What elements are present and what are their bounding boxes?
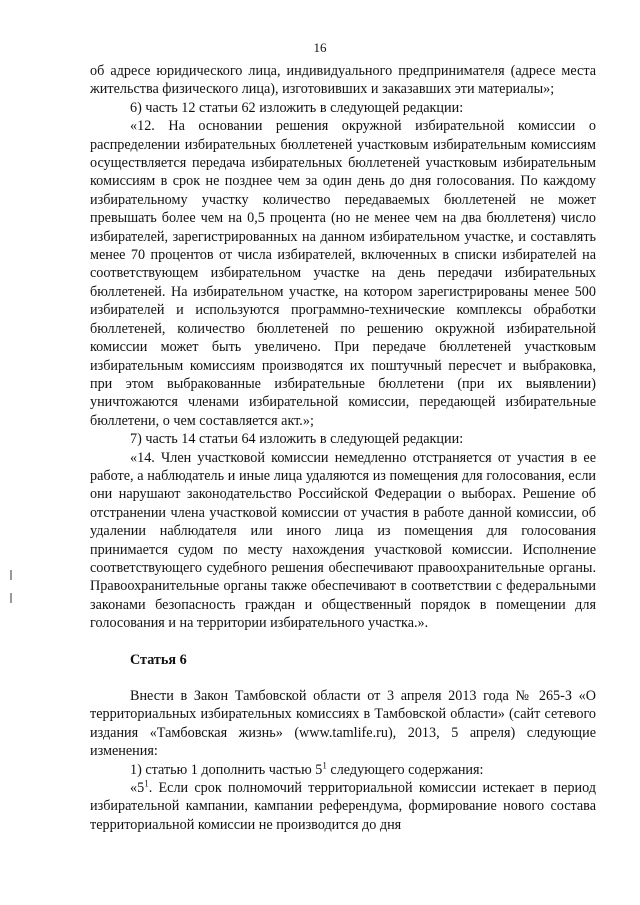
paragraph: об адресе юридического лица, индивидуального предпринимателя (адресе места жительства физического лица), изготовивших и заказавших эти материалы»; <box>90 63 596 98</box>
paragraph: 1) статью 1 дополнить частью $5^1$ следующего содержания: <box>130 759 484 778</box>
page-number: 16 <box>313 40 327 55</box>
margin-mark <box>10 570 12 580</box>
paragraph: 6) часть 12 статьи 62 изложить в следующей редакции: <box>130 99 464 116</box>
margin-mark <box>10 593 12 603</box>
paragraph: «12. На основании решения окружной избирательной комиссии о распределении избирательных бюллетеней участковым избирательным комиссиям осуществляется передача избирательных бюллетеней участковым избирательным комиссиям в срок не позднее чем за один день до дня голосования. По каждому избирательному участку количество передаваемых бюллетеней не может превышать более чем на 0,5 процента (но не менее чем на два бюллетеня) число избирателей, зарегистрированных на данном избирательном участке, и составлять менее 70 процентов от числа избирателей, включенных в списки избирателей на соответствующем избирательном участке на день передачи избирательных бюллетеней. На избирательном участке, на котором зарегистрированы менее 500 избирателей и используются программно-технические комплексы обработки бюллетеней, количество бюллетеней по решению окружной избирательной комиссии может быть увеличено. При передаче бюллетеней участковым избирательным комиссиям производятся их поштучный пересчет и выбраковка, при этом выбракованные избирательные бюллетени (при их выявлении) уничтожаются членами избирательной комиссии, передающей избирательные бюллетени, о чем составляется акт.»; <box>90 118 596 429</box>
document-body <box>90 62 596 834</box>
paragraph: Внести в Закон Тамбовской области от 3 апреля 2013 года № 265-З «О территориальных избирательных комиссиях в Тамбовской области» (сайт сетевого издания «Тамбовская жизнь» (www.tamlife.ru), 2013, 5 апреля) следующие изменения: <box>90 688 596 760</box>
paragraph: 7) часть 14 статьи 64 изложить в следующей редакции: <box>130 431 464 448</box>
paragraph: «$5^1$. Если срок полномочий территориальной комиссии истекает в период избирательной кампании, кампании референдума, формирование нового состава территориальной комиссии не производится до дня <box>90 778 596 833</box>
article-heading: Статья 6 <box>130 651 187 668</box>
paragraph: «14. Член участковой комиссии немедленно отстраняется от участия в ее работе, а наблюдатель и иные лица удаляются из помещения для голосования, если они нарушают законодательство Российской Федерации о выборах. Решение об отстранении члена участковой комиссии от участия в работе данной комиссии, об удалении наблюдателя или иного лица из помещения для голосования принимается судом по месту нахождения участковой комиссии. Исполнение соответствующего судебного решения обеспечивают правоохранительные органы. Правоохранительные органы также обеспечивают в соответствии с федеральными законами безопасность граждан и общественный порядок в помещении для голосования и на территории избирательного участка.». <box>90 449 596 632</box>
